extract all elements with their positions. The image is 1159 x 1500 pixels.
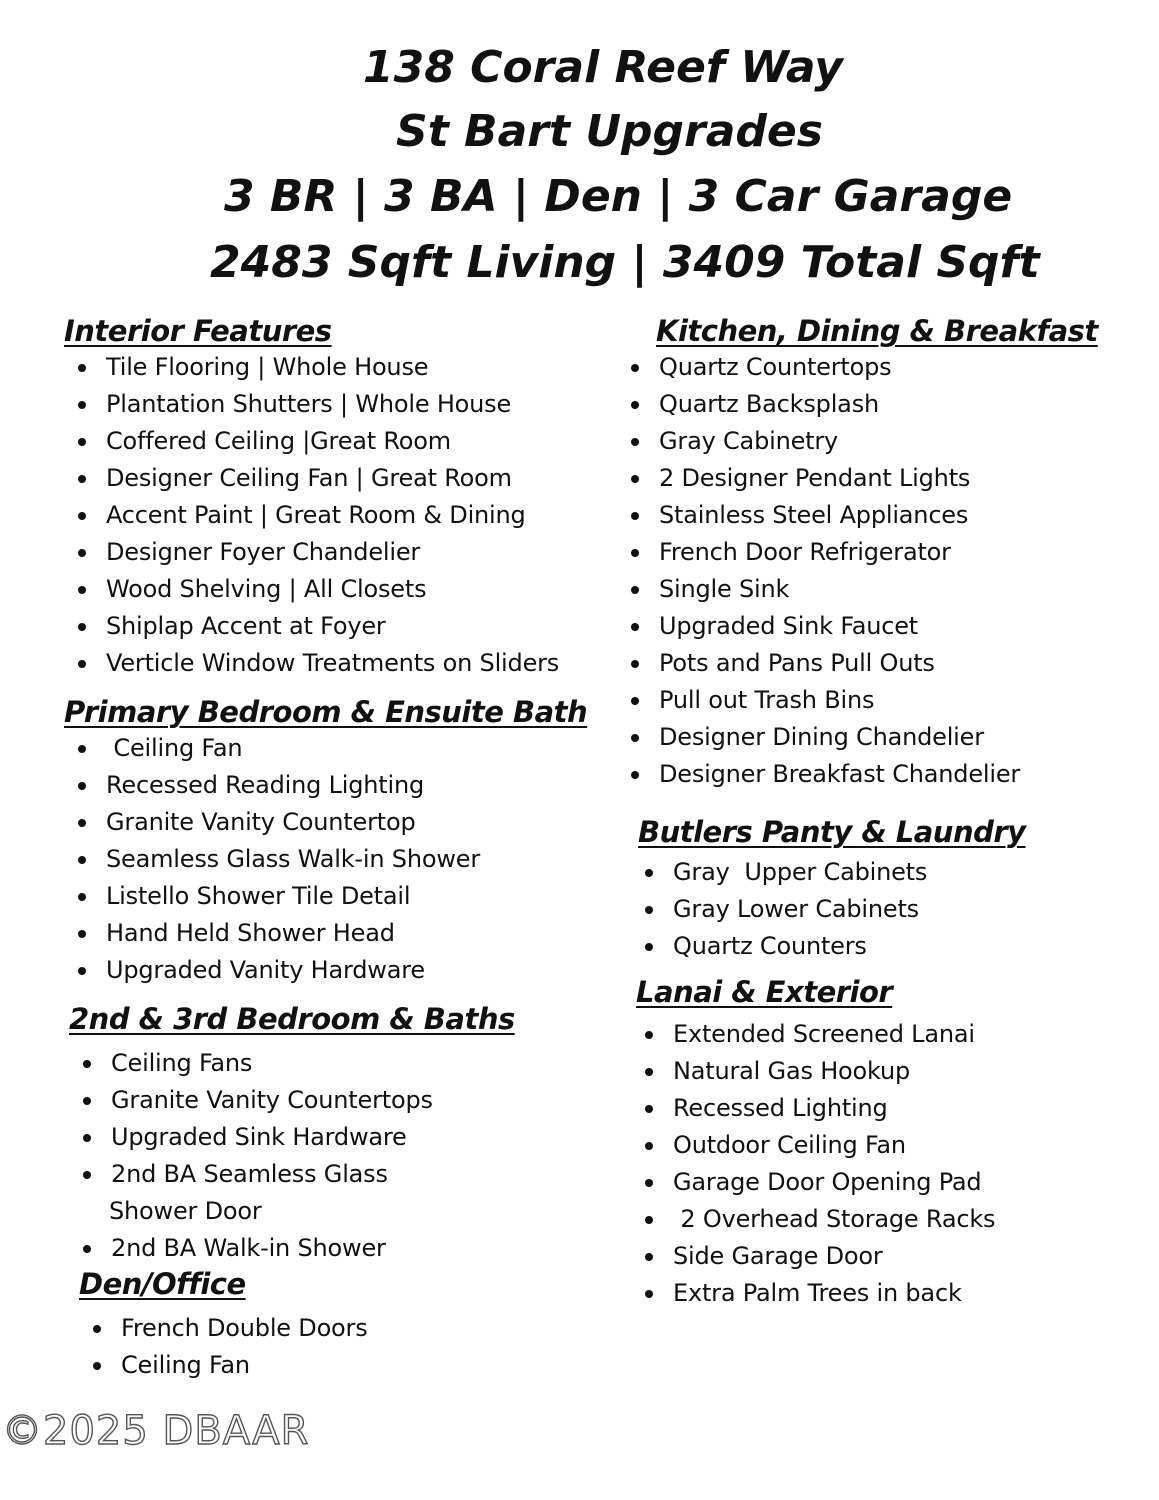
list-item: Ceiling Fan — [79, 1347, 368, 1384]
list-item: Natural Gas Hookup — [631, 1053, 995, 1090]
room-summary: 3 BR | 3 BA | Den | 3 Car Garage — [224, 171, 1013, 222]
section-title: Primary Bedroom & Ensuite Bath — [64, 695, 588, 729]
list-item: French Door Refrigerator — [617, 534, 1098, 571]
list-item: 2nd BA Seamless Glass — [69, 1156, 515, 1193]
section-title: Butlers Panty & Laundry — [638, 815, 1026, 849]
list-item: Gray Upper Cabinets — [631, 854, 1026, 891]
list-item: Gray Cabinetry — [617, 423, 1098, 460]
list-item: Wood Shelving | All Closets — [64, 571, 559, 608]
butlers-pantry-section — [638, 814, 1026, 965]
list-item: Recessed Reading Lighting — [64, 767, 587, 804]
list-item: Upgraded Vanity Hardware — [64, 952, 587, 989]
list-item: 2nd BA Walk-in Shower — [69, 1230, 515, 1267]
list-item: French Double Doors — [79, 1310, 368, 1347]
list-item: Ceiling Fan — [64, 730, 587, 767]
list-item: Designer Breakfast Chandelier — [617, 756, 1098, 793]
list-item: Extra Palm Trees in back — [631, 1275, 995, 1312]
list-item: Garage Door Opening Pad — [631, 1164, 995, 1201]
square-footage: 2483 Sqft Living | 3409 Total Sqft — [210, 237, 1040, 288]
list-item: Ceiling Fans — [69, 1045, 515, 1082]
list-item: Single Sink — [617, 571, 1098, 608]
list-item: Pull out Trash Bins — [617, 682, 1098, 719]
upgrade-package: St Bart Upgrades — [396, 106, 823, 157]
list-item: Designer Dining Chandelier — [617, 719, 1098, 756]
list-item: Quartz Counters — [631, 928, 1026, 965]
list-item: Upgraded Sink Hardware — [69, 1119, 515, 1156]
section-title: Lanai & Exterior — [636, 975, 893, 1009]
list-item: Pots and Pans Pull Outs — [617, 645, 1098, 682]
secondary-bedrooms-section — [69, 1001, 515, 1267]
property-address: 138 Coral Reef Way — [363, 42, 843, 93]
copyright-watermark: ©2025 DBAAR — [2, 1408, 310, 1454]
list-item: Tile Flooring | Whole House — [64, 349, 559, 386]
list-item: Side Garage Door — [631, 1238, 995, 1275]
list-item: Designer Foyer Chandelier — [64, 534, 559, 571]
list-item-continuation: Shower Door — [109, 1197, 262, 1225]
list-item: Gray Lower Cabinets — [631, 891, 1026, 928]
kitchen-section — [656, 313, 1098, 793]
list-item: Granite Vanity Countertop — [64, 804, 587, 841]
list-item: Hand Held Shower Head — [64, 915, 587, 952]
section-title: 2nd & 3rd Bedroom & Baths — [69, 1002, 515, 1036]
list-item: Designer Ceiling Fan | Great Room — [64, 460, 559, 497]
list-item: Seamless Glass Walk-in Shower — [64, 841, 587, 878]
list-item: Coffered Ceiling |Great Room — [64, 423, 559, 460]
lanai-exterior-section — [636, 974, 995, 1312]
list-item: Outdoor Ceiling Fan — [631, 1127, 995, 1164]
section-title: Kitchen, Dining & Breakfast — [656, 314, 1098, 348]
section-title: Den/Office — [79, 1267, 246, 1301]
list-item: Verticle Window Treatments on Sliders — [64, 645, 559, 682]
list-item: 2 Overhead Storage Racks — [631, 1201, 995, 1238]
list-item: Shiplap Accent at Foyer — [64, 608, 559, 645]
list-item: Upgraded Sink Faucet — [617, 608, 1098, 645]
den-office-section — [79, 1266, 368, 1384]
list-item: Plantation Shutters | Whole House — [64, 386, 559, 423]
list-item: Granite Vanity Countertops — [69, 1082, 515, 1119]
list-item: Recessed Lighting — [631, 1090, 995, 1127]
section-title: Interior Features — [64, 314, 332, 348]
primary-bedroom-section — [64, 694, 587, 989]
list-item: Quartz Countertops — [617, 349, 1098, 386]
list-item: 2 Designer Pendant Lights — [617, 460, 1098, 497]
interior-features-section — [64, 313, 559, 682]
list-item: Stainless Steel Appliances — [617, 497, 1098, 534]
list-item: Listello Shower Tile Detail — [64, 878, 587, 915]
list-item: Quartz Backsplash — [617, 386, 1098, 423]
list-item: Extended Screened Lanai — [631, 1016, 995, 1053]
list-item: Accent Paint | Great Room & Dining — [64, 497, 559, 534]
